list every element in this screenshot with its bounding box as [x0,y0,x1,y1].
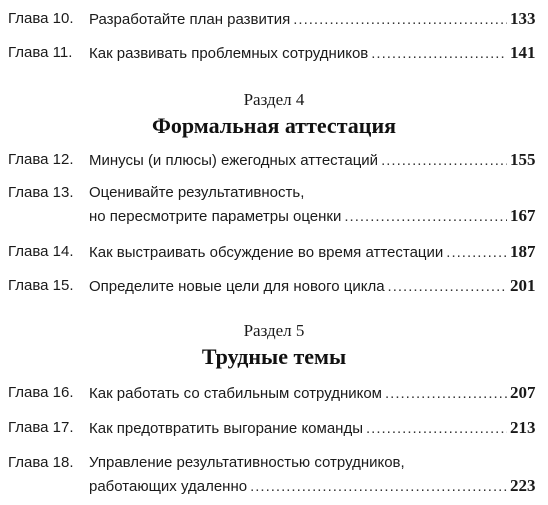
chapter-title: Оценивайте результативность, [89,184,305,201]
chapter-number: Глава 18. [8,454,74,471]
dot-leader [344,207,507,227]
dot-leader [250,477,507,497]
chapter-number: Глава 13. [8,184,74,201]
page-number: 187 [510,242,536,261]
chapter-title: Управление результативностью сотрудников, [89,454,405,471]
chapter-number: Глава 14. [8,243,74,260]
dot-leader [293,10,507,30]
chapter-title: Разработайте план развития [89,11,291,28]
chapter-title: Минусы (и плюсы) ежегодных аттестаций [89,152,379,169]
page-number: 207 [510,383,536,402]
section-title: Трудные темы [201,344,347,369]
chapter-number: Глава 17. [8,419,74,436]
chapter-title-continued: работающих удаленно [89,478,248,495]
dot-leader [366,419,507,439]
chapter-title: Определите новые цели для нового цикла [89,278,385,295]
chapter-title: Как работать со стабильным сотрудником [89,385,382,402]
dot-leader [381,151,507,171]
chapter-title: Как предотвратить выгорание команды [89,420,363,437]
page-number: 223 [510,476,536,495]
chapter-title: Как развивать проблемных сотрудников [89,45,369,62]
section-label: Раздел 5 [243,321,305,340]
chapter-number: Глава 16. [8,384,74,401]
section-title: Формальная аттестация [151,113,397,138]
dot-leader [446,243,507,263]
chapter-number: Глава 10. [8,10,74,27]
section-label: Раздел 4 [243,90,305,109]
chapter-title-continued: но пересмотрите параметры оценки [89,208,342,225]
dot-leader [371,44,507,64]
dot-leader [385,384,507,404]
page-number: 141 [510,43,536,62]
page-number: 213 [510,418,536,437]
page-number: 201 [510,276,536,295]
chapter-number: Глава 12. [8,151,74,168]
page-number: 167 [510,206,536,225]
page-number: 133 [510,9,536,28]
chapter-title: Как выстраивать обсуждение во время аттестации [89,244,444,261]
chapter-number: Глава 15. [8,277,74,294]
dot-leader [388,277,507,297]
page-number: 155 [510,150,536,169]
chapter-number: Глава 11. [8,44,73,61]
